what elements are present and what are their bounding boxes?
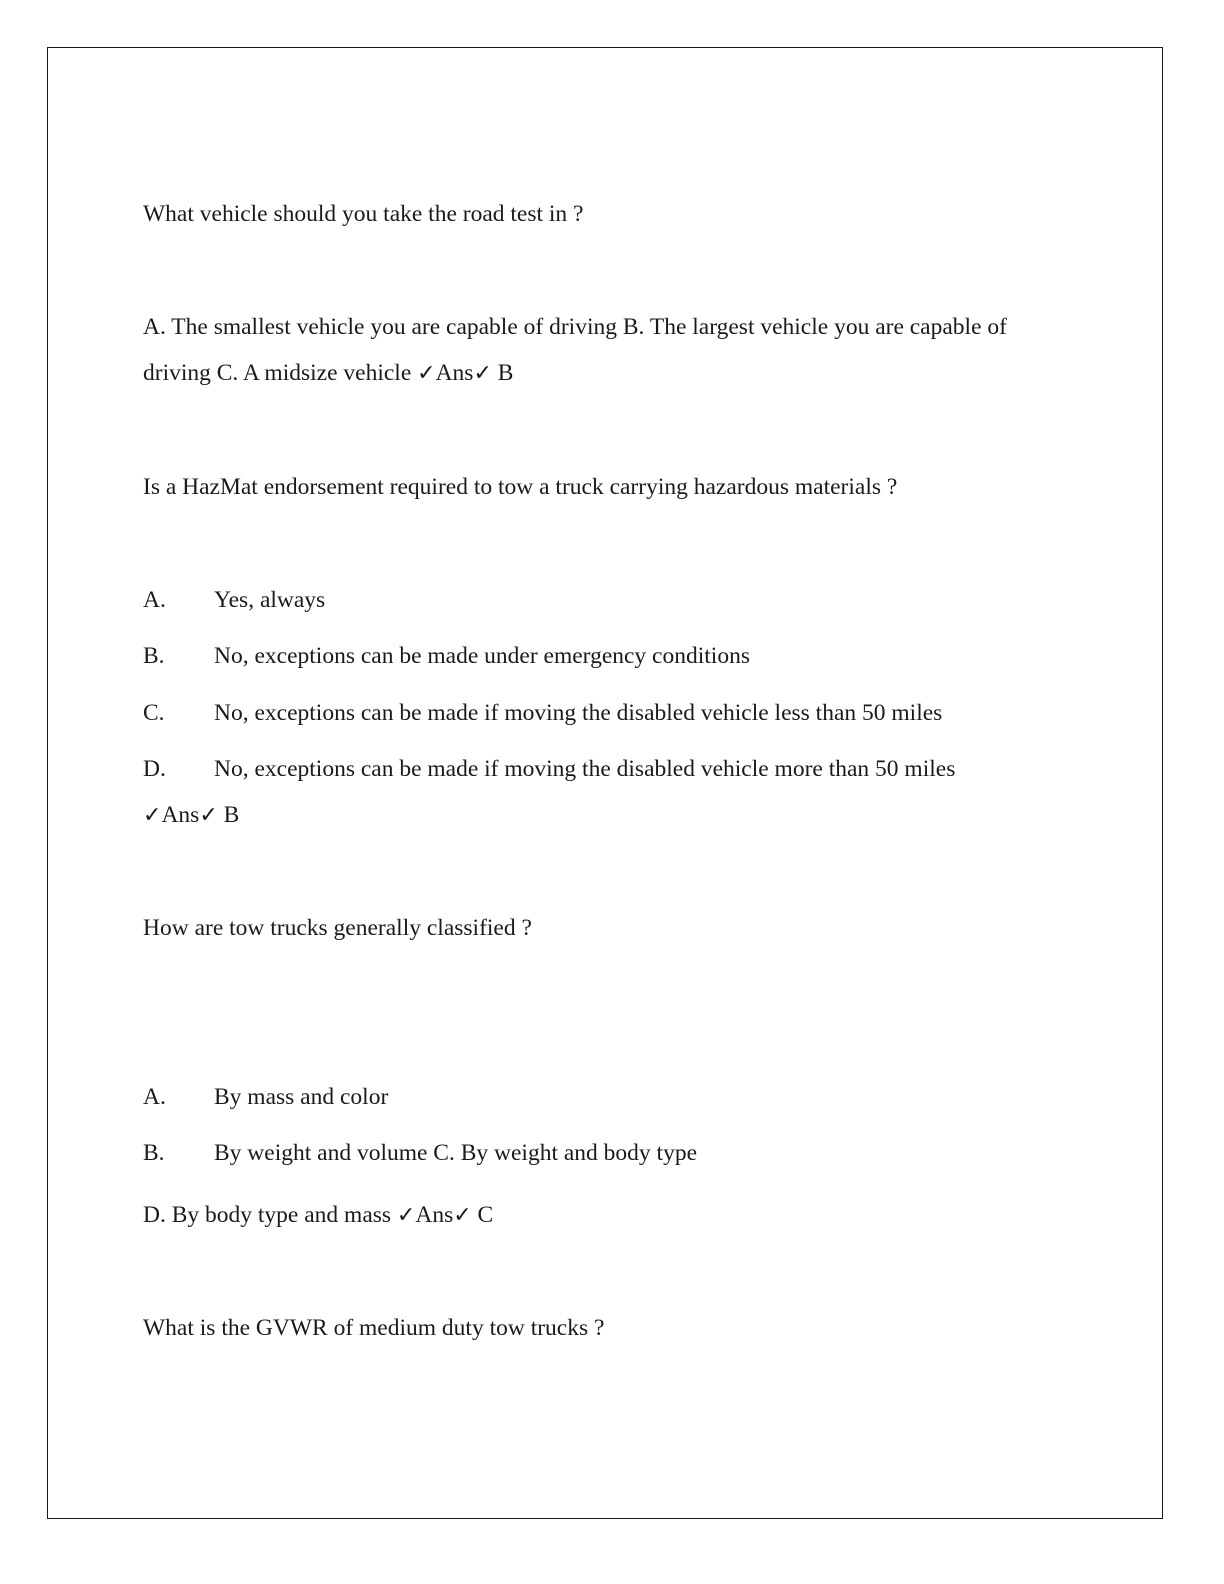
question-3-last-option: D. By body type and mass [143, 1202, 392, 1228]
answer-label: Ans [415, 1202, 454, 1228]
question-4-text: What is the GVWR of medium duty tow trucks ? [143, 1315, 605, 1341]
answer-label: Ans [161, 802, 200, 828]
question-2-option-letter: B. [143, 643, 165, 669]
document-page [47, 47, 1163, 1519]
question-1-text: What vehicle should you take the road test in ? [143, 201, 584, 227]
check-icon: ✓ [473, 361, 492, 386]
question-3-option-letter: B. [143, 1140, 165, 1166]
question-2-answer: B [223, 802, 240, 828]
question-3-answer-line [143, 1204, 493, 1228]
question-1-answer: B [497, 360, 514, 386]
question-2-option-text: No, exceptions can be made if moving the disabled vehicle more than 50 miles [214, 756, 956, 782]
question-2-option-text: Yes, always [214, 587, 326, 613]
question-3-option-text: By mass and color [214, 1084, 389, 1110]
question-3-option-text: By weight and volume C. By weight and body type [214, 1140, 698, 1166]
check-icon: ✓ [143, 803, 162, 828]
check-icon: ✓ [199, 803, 218, 828]
question-2-option-letter: D. [143, 756, 166, 782]
question-1-options-line-1: A. The smallest vehicle you are capable of driving B. The largest vehicle you are capable of [143, 314, 1007, 340]
question-2-text: Is a HazMat endorsement required to tow a truck carrying hazardous materials ? [143, 474, 898, 500]
question-2-option-text: No, exceptions can be made if moving the disabled vehicle less than 50 miles [214, 700, 943, 726]
check-icon: ✓ [417, 361, 436, 386]
question-3-option-letter: A. [143, 1084, 166, 1110]
question-3-answer: C [477, 1202, 494, 1228]
question-2-option-text: No, exceptions can be made under emergency conditions [214, 643, 750, 669]
question-2-answer-line [143, 804, 239, 828]
question-3-text: How are tow trucks generally classified ? [143, 915, 532, 941]
check-icon: ✓ [453, 1203, 472, 1228]
answer-label: Ans [435, 360, 474, 386]
question-1-options-text: driving C. A midsize vehicle [143, 360, 412, 386]
question-2-option-letter: A. [143, 587, 166, 613]
question-2-option-letter: C. [143, 700, 165, 726]
check-icon: ✓ [396, 1203, 416, 1228]
question-1-options-line-2 [143, 362, 513, 386]
